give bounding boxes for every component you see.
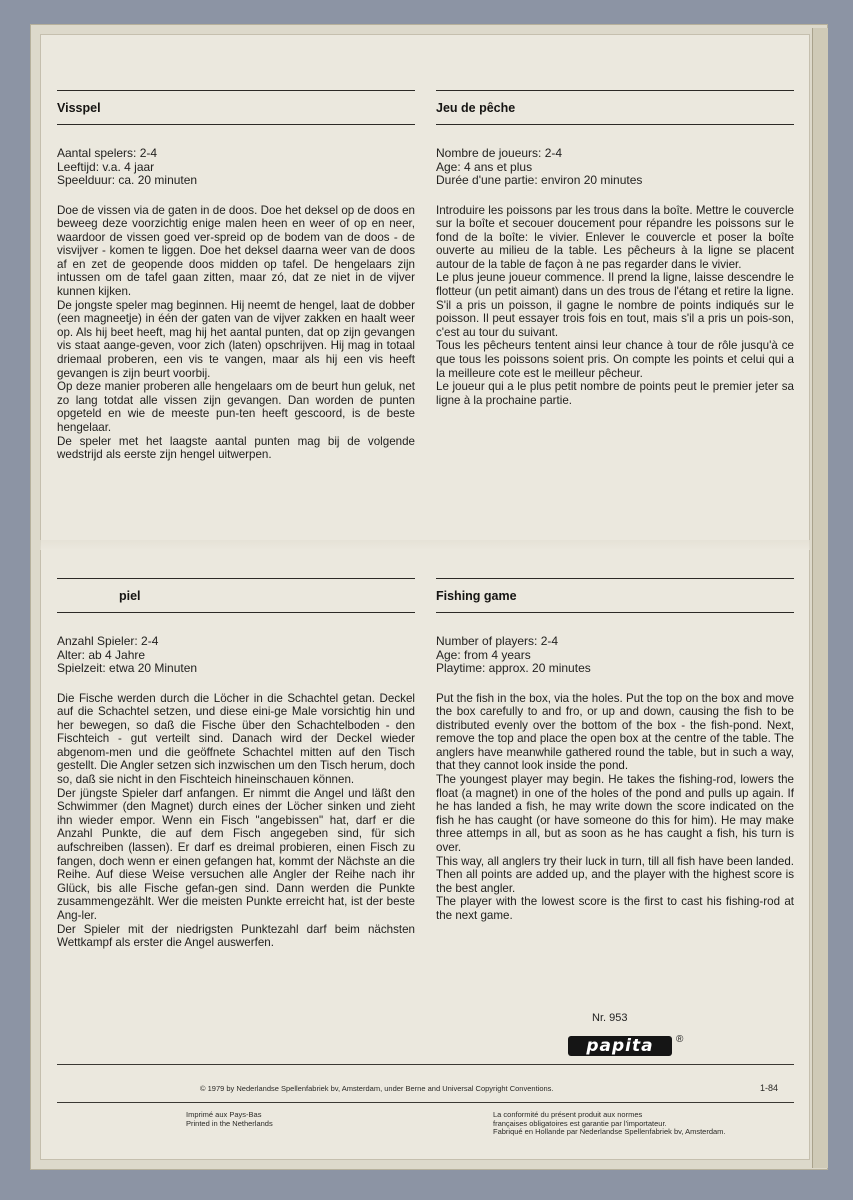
section-title: Fishing game bbox=[436, 589, 517, 603]
product-number: Nr. 953 bbox=[592, 1012, 628, 1024]
box-side-flap bbox=[812, 28, 828, 1168]
play-time: Playtime: approx. 20 minutes bbox=[436, 661, 591, 675]
age-range: Age: 4 ans et plus bbox=[436, 159, 533, 174]
section-rule bbox=[436, 124, 794, 125]
age-range: Alter: ab 4 Jahre bbox=[57, 647, 146, 662]
papita-logo: papita bbox=[568, 1036, 672, 1056]
printed-in-notice bbox=[186, 1111, 273, 1128]
play-time: Speelduur: ca. 20 minuten bbox=[57, 173, 198, 187]
age-range: Leeftijd: v.a. 4 jaar bbox=[57, 159, 155, 174]
section-rule bbox=[57, 124, 415, 125]
section-french bbox=[436, 90, 794, 407]
printed-in-en: Printed in the Netherlands bbox=[186, 1118, 273, 1128]
game-info bbox=[57, 147, 415, 188]
conformity-notice bbox=[493, 1111, 726, 1137]
paragraph: Put the fish in the box, via the holes. Put the top on the box and move the box carefully to and fro, or up and down, causing the fish to be distributed evenly over the bottom of the box - the fish-pond. Next, remove the top and place the open box at the centre of the table. The anglers have meanwhile gathered round the table, but in such a way, that they cannot look inside the pond. bbox=[436, 691, 794, 773]
players-count: Anzahl Spieler: 2-4 bbox=[57, 634, 159, 648]
section-dutch bbox=[57, 90, 415, 462]
footer-rule bbox=[57, 1102, 794, 1103]
section-title: Visspel bbox=[57, 101, 101, 115]
paragraph: The player with the lowest score is the first to cast his fishing-rod at the next game. bbox=[436, 895, 794, 922]
paragraph: This way, all anglers try their luck in turn, till all fish have been landed. Then all points are added up, and the player with the highest score is the best angler. bbox=[436, 854, 794, 895]
paragraph: Der Spieler mit der niedrigsten Punktezahl darf beim nächsten Wettkampf als erster die Angel auswerfen. bbox=[57, 922, 415, 950]
section-rule bbox=[436, 90, 794, 91]
instructions-text bbox=[436, 204, 794, 408]
section-rule bbox=[57, 90, 415, 91]
players-count: Number of players: 2-4 bbox=[436, 634, 559, 648]
game-info bbox=[57, 635, 415, 676]
game-info bbox=[436, 635, 794, 676]
section-german bbox=[57, 578, 415, 950]
game-info bbox=[436, 147, 794, 188]
footer-rule bbox=[57, 1064, 794, 1065]
instructions-text bbox=[436, 692, 794, 923]
paragraph: Op deze manier proberen alle hengelaars om de beurt hun geluk, net zo lang totdat alle vissen zijn gevangen. Dan worden de punten opgeteld en wie de meeste pun-ten heeft gescoord, is de beste hengelaar. bbox=[57, 380, 415, 434]
instructions-text bbox=[57, 692, 415, 950]
section-rule bbox=[57, 578, 415, 579]
paragraph: De jongste speler mag beginnen. Hij neemt de hengel, laat de dobber (een magneetje) in één der gaten van de vijver zakken en haalt weer op. Als hij beet heeft, mag hij het aantal punten, dat op zijn gevangen vis staat aange-geven, voor zich (laten) opschrijven. Hij mag in totaal driemaal proberen, een vis te vangen, maar als hij een vis heeft gevangen is zijn beurt voorbij. bbox=[57, 298, 415, 380]
conformity-line: françaises obligatoires est garantie par l'importateur. bbox=[493, 1118, 667, 1128]
printed-in-fr: Imprimé aux Pays-Bas bbox=[186, 1110, 262, 1119]
paragraph: De speler met het laagste aantal punten mag bij de volgende wedstrijd als eerste zijn hengel uitwerpen. bbox=[57, 434, 415, 462]
paragraph: The youngest player may begin. He takes the fishing-rod, lowers the float (a magnet) in one of the holes of the pond and pulls up again. If he has landed a fish, he may write down the score indicated on the fish he has caught (or have someone do this for him). He may make three attemps in all, but as soon as he has caught a fish, his turn is over. bbox=[436, 773, 794, 855]
paragraph: Doe de vissen via de gaten in de doos. Doe het deksel op de doos en beweeg deze voorzichtig enige malen heen en weer of op en neer, waardoor de vissen goed ver-spreid op de bodem van de doos - de visvijver - komen te liggen. Doe het deksel daarna weer van de doos af en zet de geopende doos midden op tafel. De hengelaars zijn intussen om de tafel gaan zitten, maar zó, dat ze niet in de vijver kunnen kijken. bbox=[57, 203, 415, 299]
fold-shadow bbox=[40, 540, 810, 550]
paragraph: Le plus jeune joueur commence. Il prend la ligne, laisse descendre le flotteur (un petit aimant) dans un des trous de l'étang et retire la ligne. S'il a pris un poisson, il gagne le nombre de points indiqués sur le poisson. Il peut essayer trois fois en tout, mais s'il a pris un pois-son, c'est au tour du suivant. bbox=[436, 271, 794, 339]
paragraph: Der jüngste Spieler darf anfangen. Er nimmt die Angel und läßt den Schwimmer (den Magnet) durch eines der Löcher sinken und zieht ihn wieder empor. Wenn ein Fisch "angebissen" hat, darf er die Anzahl Punkte, die auf dem Fisch angegeben sind, für sich aufschreiben (lassen). Er darf es dreimal probieren, einen Fisch zu fangen, doch wenn er einen gefangen hat, kommt der Nächste an die Reihe. Auf diese Weise versuchen alle Angler der Reihe nach ihr Glück, bis alle Fische gefan-gen sind. Dann werden die Punkte zusammengezählt. Wer die meisten Punkte erreicht hat, ist der beste Ang-ler. bbox=[57, 786, 415, 922]
section-rule bbox=[57, 612, 415, 613]
registered-mark: ® bbox=[676, 1034, 684, 1045]
section-title: Jeu de pêche bbox=[436, 101, 516, 115]
copyright-notice: © 1979 by Nederlandse Spellenfabriek bv, Amsterdam, under Berne and Universal Copyright Conventions. bbox=[200, 1084, 554, 1093]
section-rule bbox=[436, 612, 794, 613]
section-title: piel bbox=[119, 589, 141, 603]
paragraph: Introduire les poissons par les trous dans la boîte. Mettre le couvercle sur la boîte et secouer doucement pour répandre les poissons sur le fond de la boîte: le vivier. Enlever le couvercle et poser la boîte ouverte au milieu de la table. Les pêcheurs à la ligne se placent autour de la table de façon à ne pas regarder dans le vivier. bbox=[436, 203, 794, 271]
print-code: 1-84 bbox=[760, 1083, 779, 1093]
players-count: Nombre de joueurs: 2-4 bbox=[436, 146, 563, 160]
conformity-line: Fabriqué en Hollande par Nederlandse Spellenfabriek bv, Amsterdam. bbox=[493, 1127, 726, 1137]
play-time: Spielzeit: etwa 20 Minuten bbox=[57, 661, 198, 675]
age-range: Age: from 4 years bbox=[436, 647, 531, 662]
paragraph: Tous les pêcheurs tentent ainsi leur chance à tour de rôle jusqu'à ce que tous les poissons soient pris. On compte les points et celui qui a la meilleure cote est le meilleur pêcheur. bbox=[436, 339, 794, 380]
section-english bbox=[436, 578, 794, 923]
paragraph: Le joueur qui a le plus petit nombre de points peut le premier jeter sa ligne à la prochaine partie. bbox=[436, 380, 794, 407]
conformity-line: La conformité du présent produit aux normes bbox=[493, 1110, 643, 1119]
paragraph: Die Fische werden durch die Löcher in die Schachtel getan. Deckel auf die Schachtel setzen, und diese eini-ge Male vorsichtig hin und her bewegen, so daß die Fische über den Schachtelboden - den Fischteich - gut verteilt sind. Danach wird der Deckel wieder abgenom-men und die geöffnete Schachtel mitten auf den Tisch gestellt. Die Angler setzen sich inzwischen um den Tisch herum, doch so, daß sie nicht in den Fischteich hineinschauen können. bbox=[57, 691, 415, 787]
section-rule bbox=[436, 578, 794, 579]
players-count: Aantal spelers: 2-4 bbox=[57, 146, 158, 160]
play-time: Durée d'une partie: environ 20 minutes bbox=[436, 173, 643, 187]
instructions-text bbox=[57, 204, 415, 462]
